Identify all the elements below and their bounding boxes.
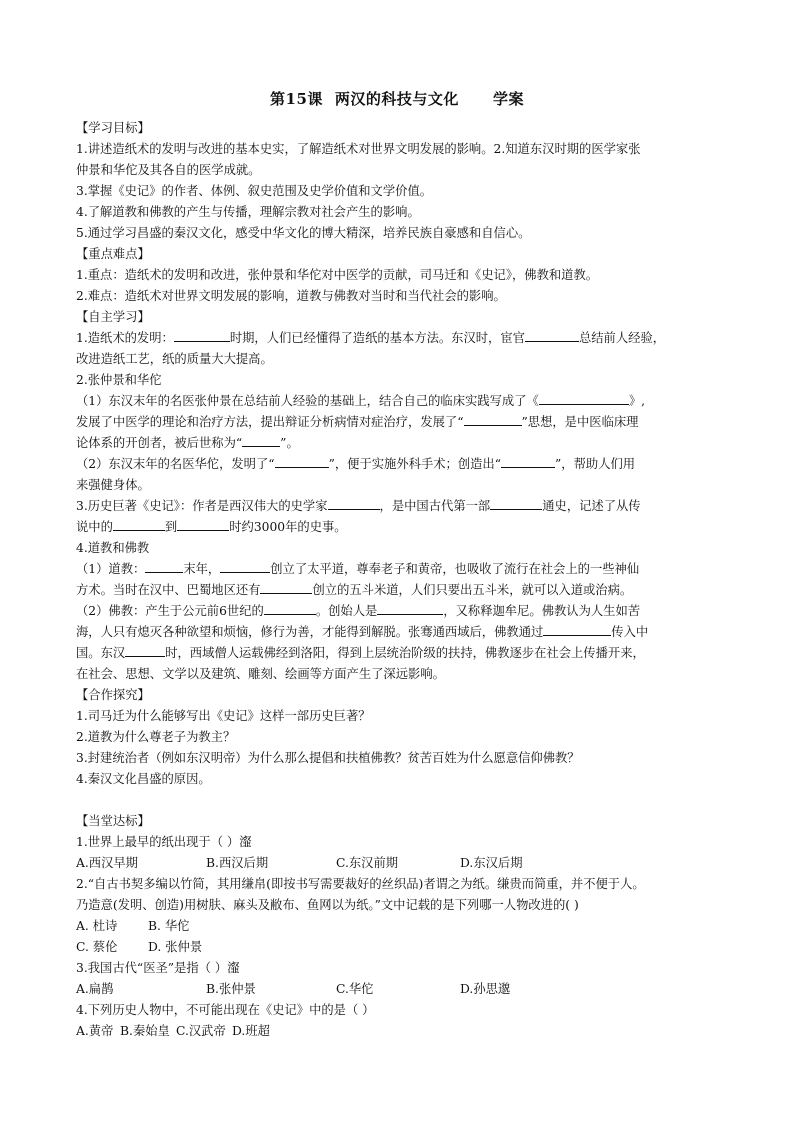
- option-b[interactable]: B. 华佗: [148, 919, 190, 933]
- q2-text: ”，帮助人们用: [555, 457, 636, 471]
- q3-text: 到: [164, 520, 178, 534]
- goal-item: 1.讲述造纸术的发明与改进的基本史实，了解造纸术对世界文明发展的影响。2.知道东汉时期的医学家张: [76, 142, 641, 156]
- q2-text: （1）东汉末年的名医张仲景在总结前人经验的基础上，结合自己的临床实践写成了《: [76, 394, 539, 408]
- self-q2-p1-line3: [76, 433, 726, 454]
- q2-text: 》,: [628, 394, 646, 408]
- q3-text: 时约3000年的史事。: [229, 520, 347, 534]
- goal-item: 5.通过学习昌盛的秦汉文化，感受中华文化的博大精深，培养民族自豪感和自信心。: [76, 226, 531, 240]
- q4-text: （2）佛教：产生于公元前6世纪的: [76, 604, 264, 618]
- coop-item: 4.秦汉文化昌盛的原因。: [76, 772, 211, 786]
- lesson-name: 两汉的科技与文化: [334, 90, 459, 108]
- answer-blank[interactable]: [501, 454, 555, 468]
- q4-text: 传入中: [611, 625, 649, 639]
- stray-mark: 瀣: [239, 835, 252, 849]
- q4-text: 国。东汉: [76, 646, 126, 660]
- option-c[interactable]: C. 蔡伦: [76, 940, 118, 954]
- test-q2-options-row1: [76, 916, 726, 937]
- self-q4-head: 4.道教和佛教: [76, 541, 150, 555]
- answer-blank[interactable]: [242, 433, 280, 447]
- test-q2-options-row2: [76, 937, 726, 958]
- answer-blank[interactable]: [145, 559, 183, 573]
- section-header-keypoints: 【重点难点】: [76, 247, 150, 261]
- section-header-cooperation: 【合作探究】: [76, 688, 150, 702]
- test-q1-stem: [76, 832, 726, 853]
- answer-blank[interactable]: [264, 601, 316, 615]
- answer-blank[interactable]: [539, 391, 629, 405]
- q4-text: ，又称释迦牟尼。佛教认为人生如苦: [443, 604, 641, 618]
- test-q2-stem-line1: 2.“自古书契多编以竹简，其用缣帛(即按书写需要裁好的丝织品)者谓之为纸。缣贵而简重，并不便于人。: [76, 877, 645, 891]
- section-header-test: 【当堂达标】: [76, 814, 150, 828]
- self-q4-p2-line2: [76, 622, 726, 643]
- goal-item: 4.了解道教和佛教的产生与传播，理解宗教对社会产生的影响。: [76, 205, 420, 219]
- self-q4-p2-line4: 在社会、思想、文学以及建筑、雕刻、绘画等方面产生了深远影响。: [76, 667, 445, 681]
- self-q2-p1-line1: [76, 391, 726, 412]
- answer-blank[interactable]: [328, 496, 380, 510]
- option-b[interactable]: B.西汉后期: [206, 856, 269, 870]
- option-d[interactable]: D. 张仲景: [148, 940, 203, 954]
- answer-blank[interactable]: [490, 496, 542, 510]
- q4-text: 方术。当时在汉中、巴蜀地区还有: [76, 583, 261, 597]
- q2-text: ”思想，是中医临床理: [521, 415, 639, 429]
- stray-mark: 瀣: [227, 961, 240, 975]
- test-q2-stem-line2: 乃造意(发明、创造)用树肤、麻头及敝布、鱼网以为纸。”文中记载的是下列哪一人物改进的( ): [76, 898, 579, 912]
- section-header-self-study: 【自主学习】: [76, 310, 150, 324]
- test-q1-options: [76, 853, 726, 874]
- self-q2-head: 2.张仲景和华佗: [76, 373, 162, 387]
- answer-blank[interactable]: [275, 454, 329, 468]
- option-d[interactable]: D.班超: [232, 1024, 270, 1038]
- self-q4-p2-line1: [76, 601, 726, 622]
- self-q4-p1-line2: [76, 580, 726, 601]
- answer-blank[interactable]: [174, 328, 230, 342]
- q1-stem-text: 1.世界上最早的纸出现于（ ）: [76, 835, 240, 849]
- self-q3-line2: [76, 517, 726, 538]
- answer-blank[interactable]: [377, 601, 443, 615]
- goal-item: 仲景和华佗及其各自的医学成就。: [76, 163, 261, 177]
- q2-text: 论体系的开创者，被后世称为“: [76, 436, 243, 450]
- q1-text-a: 1.造纸术的发明：: [76, 331, 174, 345]
- q1-text-c: 总结前人经验，: [578, 331, 666, 345]
- goal-item: 3.掌握《史记》的作者、体例、叙史范围及史学价值和文学价值。: [76, 184, 433, 198]
- answer-blank[interactable]: [543, 622, 611, 636]
- q2-text: ”，便于实施外科手术；创造出“: [328, 457, 502, 471]
- q3-stem-text: 3.我国古代“医圣”是指（ ）: [76, 961, 228, 975]
- option-d[interactable]: D.孙思邈: [460, 982, 511, 996]
- blank-spacer: [76, 790, 726, 811]
- page-title: [0, 88, 794, 109]
- option-b[interactable]: B.秦始皇: [120, 1024, 170, 1038]
- answer-blank[interactable]: [525, 328, 579, 342]
- keypoint-item: 2.难点：造纸术对世界文明发展的影响，道教与佛教对当时和当代社会的影响。: [76, 289, 506, 303]
- q2-text: ”。: [280, 436, 299, 450]
- self-q4-p1-line1: [76, 559, 726, 580]
- self-q1-line2: 改进造纸工艺，纸的质量大大提高。: [76, 352, 273, 366]
- self-q2-p1-line2: [76, 412, 726, 433]
- self-q3-line1: [76, 496, 726, 517]
- lesson-number: 第15课: [270, 90, 323, 108]
- option-a[interactable]: A.扁鹊: [76, 982, 114, 996]
- q4-text: 末年，: [183, 562, 221, 576]
- q3-text: 说中的: [76, 520, 113, 534]
- q4-text: 海，人只有熄灭各种欲望和烦恼，修行为善，才能得到解脱。张骞通西域后，佛教通过: [76, 625, 544, 639]
- q3-text: 3.历史巨著《史记》：作者是西汉伟大的史学家: [76, 499, 328, 513]
- option-b[interactable]: B.张仲景: [206, 982, 256, 996]
- option-a[interactable]: A.黄帝: [76, 1024, 114, 1038]
- q4-text: 创立的五斗米道，人们只要出五斗米，就可以入道或治病。: [312, 583, 633, 597]
- test-q4-options: [76, 1021, 726, 1042]
- option-c[interactable]: C.东汉前期: [336, 856, 399, 870]
- q4-text: （1）道教：: [76, 562, 146, 576]
- option-c[interactable]: C.汉武帝: [176, 1024, 226, 1038]
- title-suffix: 学案: [492, 90, 524, 108]
- option-a[interactable]: A. 杜诗: [76, 919, 118, 933]
- section-header-goals: 【学习目标】: [76, 121, 150, 135]
- q1-text-b: 时期，人们已经懂得了造纸的基本方法。东汉时，宦官: [229, 331, 525, 345]
- q4-text: 创立了太平道，尊奉老子和黄帝，也吸收了流行在社会上的一些神仙: [270, 562, 640, 576]
- answer-blank[interactable]: [260, 580, 312, 594]
- answer-blank[interactable]: [464, 412, 522, 426]
- worksheet-body: [76, 118, 726, 1042]
- q3-text: 通史，记述了从传: [542, 499, 641, 513]
- self-q2-p2-line1: [76, 454, 726, 475]
- answer-blank[interactable]: [177, 517, 229, 531]
- test-q3-stem: [76, 958, 726, 979]
- option-c[interactable]: C.华佗: [336, 982, 374, 996]
- self-q1-line1: [76, 328, 726, 349]
- coop-item: 1.司马迁为什么能够写出《史记》这样一部历史巨著？: [76, 709, 371, 723]
- self-q2-p2-line2: 来强健身体。: [76, 478, 150, 492]
- q2-text: （2）东汉末年的名医华佗，发明了“: [76, 457, 275, 471]
- option-d[interactable]: D.东汉后期: [460, 856, 523, 870]
- option-a[interactable]: A.西汉早期: [76, 856, 138, 870]
- q4-text: 。创始人是: [315, 604, 378, 618]
- coop-item: 2.道教为什么尊老子为教主？: [76, 730, 236, 744]
- self-q4-p2-line3: [76, 643, 726, 664]
- q3-text: ，是中国古代第一部: [379, 499, 491, 513]
- test-q4-stem: 4.下列历史人物中，不可能出现在《史记》中的是（ ）: [76, 1003, 375, 1017]
- keypoint-item: 1.重点：造纸术的发明和改进，张仲景和华佗对中医学的贡献，司马迁和《史记》，佛教和道教。: [76, 268, 599, 282]
- answer-blank[interactable]: [113, 517, 165, 531]
- q2-text: 发展了中医学的理论和治疗方法，提出辩证分析病情对症治疗，发展了“: [76, 415, 464, 429]
- answer-blank[interactable]: [125, 643, 165, 657]
- coop-item: 3.封建统治者（例如东汉明帝）为什么那么提倡和扶植佛教？贫苦百姓为什么愿意信仰佛教？: [76, 751, 580, 765]
- answer-blank[interactable]: [220, 559, 270, 573]
- test-q3-options: [76, 979, 726, 1000]
- q4-text: 时，西域僧人运载佛经到洛阳，得到上层统治阶级的扶持，佛教逐步在社会上传播开来，: [165, 646, 645, 660]
